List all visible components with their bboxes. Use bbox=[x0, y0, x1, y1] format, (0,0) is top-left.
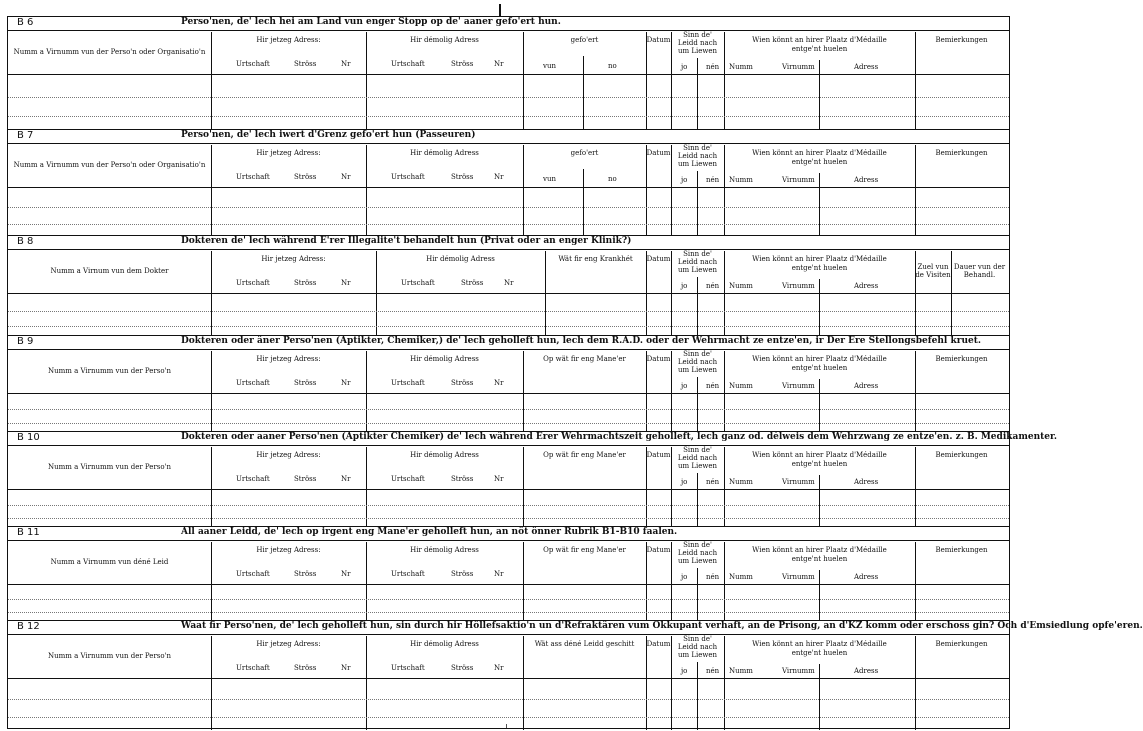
column-rule bbox=[819, 585, 820, 621]
header-rule bbox=[8, 187, 1009, 188]
entry-row-line bbox=[8, 409, 1009, 410]
medal-header-line: entge'nt huelen bbox=[791, 460, 848, 468]
nr-label: Nr bbox=[341, 664, 351, 672]
address-now-header: Hir jetzeg Adress: bbox=[256, 546, 321, 554]
entry-row-line bbox=[8, 97, 1009, 98]
to-label: no bbox=[608, 62, 617, 70]
section-table bbox=[8, 636, 1009, 730]
no-label: nén bbox=[706, 478, 720, 486]
column-rule bbox=[646, 447, 647, 527]
column-rule bbox=[646, 145, 647, 236]
medal-firstname-label: Virnumm bbox=[782, 63, 815, 71]
address-then-header: Hir démolig Adress bbox=[410, 355, 479, 363]
column-rule bbox=[697, 662, 698, 678]
column-rule bbox=[523, 447, 524, 527]
ortschaft-label: Urtschaft bbox=[236, 379, 270, 387]
nr-label: Nr bbox=[494, 570, 504, 578]
column-rule bbox=[915, 145, 916, 236]
stross-label: Ströss bbox=[451, 173, 474, 181]
header-rule bbox=[8, 74, 1009, 75]
ortschaft-label: Urtschaft bbox=[391, 60, 425, 68]
yes-label: jo bbox=[681, 478, 688, 486]
column-rule bbox=[915, 351, 916, 432]
medal-header-line: Wien könnt an hirer Plaatz d'Médaille bbox=[752, 355, 887, 363]
medal-name-label: Numm bbox=[729, 478, 753, 486]
section-header bbox=[8, 130, 1009, 144]
remarks-header: Bemierkungen bbox=[935, 36, 988, 44]
section-table bbox=[8, 447, 1009, 527]
column-rule bbox=[523, 145, 524, 236]
column-rule bbox=[697, 188, 698, 236]
medal-name-label: Numm bbox=[729, 63, 753, 71]
nr-label: Nr bbox=[341, 173, 351, 181]
ortschaft-label: Urtschaft bbox=[401, 279, 435, 287]
header-rule bbox=[8, 293, 1009, 294]
section-title: Dokteren de' lech während E'rer Illegalite't behandelt hun (Privat oder an enger Klinik?) bbox=[181, 236, 632, 246]
manner-header: Op wät fir eng Mane'er bbox=[543, 546, 626, 554]
address-then-header: Hir démolig Adress bbox=[410, 640, 479, 648]
medal-header-line: entge'nt huelen bbox=[791, 158, 848, 166]
column-rule bbox=[523, 351, 524, 432]
nr-label: Nr bbox=[341, 379, 351, 387]
address-now-header: Hir jetzeg Adress: bbox=[256, 36, 321, 44]
manner-header: Wät ass déné Leidd geschitt bbox=[534, 640, 635, 648]
column-rule bbox=[697, 75, 698, 130]
stross-label: Ströss bbox=[451, 60, 474, 68]
column-rule bbox=[697, 58, 698, 74]
column-rule bbox=[366, 351, 367, 432]
column-rule bbox=[819, 188, 820, 236]
no-label: nén bbox=[706, 382, 720, 390]
section-id: B 9 bbox=[17, 336, 34, 347]
column-rule bbox=[583, 56, 584, 74]
section-b8 bbox=[8, 236, 1009, 336]
column-rule bbox=[697, 171, 698, 187]
medal-address-label: Adress bbox=[854, 382, 879, 390]
column-rule bbox=[211, 636, 212, 730]
from-label: vun bbox=[543, 175, 556, 183]
ortschaft-label: Urtschaft bbox=[391, 173, 425, 181]
datum-header: Datum bbox=[646, 149, 671, 157]
column-rule bbox=[523, 636, 524, 730]
address-then-header: Hir démolig Adress bbox=[426, 255, 495, 263]
medal-name-label: Numm bbox=[729, 176, 753, 184]
section-header bbox=[8, 527, 1009, 541]
manner-header: Op wät fir eng Mane'er bbox=[543, 355, 626, 363]
remarks-header: Bemierkungen bbox=[935, 451, 988, 459]
section-b11 bbox=[8, 527, 1009, 621]
section-table bbox=[8, 251, 1009, 336]
alive-header-line: um Liewen bbox=[677, 462, 718, 470]
stross-label: Ströss bbox=[294, 379, 317, 387]
column-rule bbox=[697, 394, 698, 432]
nr-label: Nr bbox=[494, 475, 504, 483]
medal-header-line: Wien könnt an hirer Plaatz d'Médaille bbox=[752, 255, 887, 263]
section-b9 bbox=[8, 336, 1009, 432]
section-id: B 8 bbox=[17, 236, 34, 247]
visits-header: Zuel vun de Visiten bbox=[915, 263, 951, 279]
no-label: nén bbox=[706, 176, 720, 184]
nr-label: Nr bbox=[341, 570, 351, 578]
address-now-header: Hir jetzeg Adress: bbox=[256, 640, 321, 648]
name-column-header: Numm a Virnumm vun der Perso'n oder Organisatio'n bbox=[13, 48, 206, 56]
medal-address-label: Adress bbox=[854, 667, 879, 675]
to-label: no bbox=[608, 175, 617, 183]
datum-header: Datum bbox=[646, 451, 671, 459]
transport-header: gefo'ert bbox=[570, 149, 599, 157]
address-then-header: Hir démolig Adress bbox=[410, 36, 479, 44]
address-now-header: Hir jetzeg Adress: bbox=[256, 355, 321, 363]
entry-row-line bbox=[8, 326, 1009, 327]
name-column-header: Numm a Virnumm vun der Perso'n bbox=[47, 652, 172, 660]
stross-label: Ströss bbox=[451, 664, 474, 672]
nr-label: Nr bbox=[341, 279, 351, 287]
alive-header-line: um Liewen bbox=[677, 47, 718, 55]
alive-header-line: Leidd nach bbox=[677, 454, 718, 462]
alive-header-line: um Liewen bbox=[677, 266, 718, 274]
ortschaft-label: Urtschaft bbox=[236, 60, 270, 68]
yes-label: jo bbox=[681, 176, 688, 184]
no-label: nén bbox=[706, 282, 720, 290]
medal-firstname-label: Virnumm bbox=[782, 176, 815, 184]
entry-row-line bbox=[8, 612, 1009, 613]
entry-row-line bbox=[8, 699, 1009, 700]
from-label: vun bbox=[543, 62, 556, 70]
medal-header-line: entge'nt huelen bbox=[791, 555, 848, 563]
entry-row-line bbox=[8, 224, 1009, 225]
stross-label: Ströss bbox=[451, 379, 474, 387]
column-rule bbox=[646, 636, 647, 730]
stross-label: Ströss bbox=[294, 60, 317, 68]
ortschaft-label: Urtschaft bbox=[391, 379, 425, 387]
entry-row-line bbox=[8, 599, 1009, 600]
section-header bbox=[8, 236, 1009, 250]
section-title: Waat fir Perso'nen, de' lech geholleft hun, sin durch hir Höllefsaktio'n un d'Refraktären vum Okkupant verhaft, an de Prisong, an d'KZ komm oder erschoss gin? Och d'Emsiedlung opfe'eren. bbox=[181, 621, 1143, 631]
medal-name-label: Numm bbox=[729, 667, 753, 675]
column-rule bbox=[583, 188, 584, 236]
nr-label: Nr bbox=[341, 60, 351, 68]
ortschaft-label: Urtschaft bbox=[391, 475, 425, 483]
manner-header: Op wät fir eng Mane'er bbox=[543, 451, 626, 459]
section-title: Perso'nen, de' lech iwert d'Grenz gefo'ert hun (Passeuren) bbox=[181, 130, 476, 140]
alive-header-line: um Liewen bbox=[677, 160, 718, 168]
header-rule bbox=[8, 678, 1009, 679]
column-rule bbox=[646, 351, 647, 432]
section-b6 bbox=[8, 17, 1009, 130]
alive-header-line: Sinn de' bbox=[683, 250, 712, 258]
alive-header-line: Sinn de' bbox=[683, 350, 712, 358]
column-rule bbox=[211, 251, 212, 336]
medal-header-line: Wien könnt an hirer Plaatz d'Médaille bbox=[752, 640, 887, 648]
alive-header-line: Sinn de' bbox=[683, 31, 712, 39]
column-rule bbox=[366, 145, 367, 236]
nr-label: Nr bbox=[341, 475, 351, 483]
column-rule bbox=[697, 585, 698, 621]
top-crop-mark bbox=[499, 4, 501, 16]
address-then-header: Hir démolig Adress bbox=[410, 451, 479, 459]
column-rule bbox=[697, 679, 698, 730]
ortschaft-label: Urtschaft bbox=[236, 173, 270, 181]
stross-label: Ströss bbox=[294, 475, 317, 483]
column-rule bbox=[819, 294, 820, 336]
column-rule bbox=[211, 447, 212, 527]
medal-header-line: entge'nt huelen bbox=[791, 649, 848, 657]
stross-label: Ströss bbox=[461, 279, 484, 287]
nr-label: Nr bbox=[504, 279, 514, 287]
section-title: All aaner Leidd, de' lech op irgent eng Mane'er geholleft hun, an nöt önner Rubrik B1-B10 faalen. bbox=[181, 527, 678, 537]
medal-address-label: Adress bbox=[854, 573, 879, 581]
address-now-header: Hir jetzeg Adress: bbox=[256, 451, 321, 459]
address-then-header: Hir démolig Adress bbox=[410, 546, 479, 554]
yes-label: jo bbox=[681, 667, 688, 675]
nr-label: Nr bbox=[494, 60, 504, 68]
medal-firstname-label: Virnumm bbox=[782, 667, 815, 675]
address-now-header: Hir jetzeg Adress: bbox=[261, 255, 326, 263]
name-column-header: Numm a Virnumm vun déné Leid bbox=[50, 558, 169, 566]
medal-header-line: entge'nt huelen bbox=[791, 45, 848, 53]
no-label: nén bbox=[706, 667, 720, 675]
section-title: Dokteren oder äner Perso'nen (Aptikter, Chemiker,) de' lech geholleft hun, lech dem R.A.D. oder der Wehrmacht ze entze'en, ir Der Ere Stellongsbefehl kruet. bbox=[181, 336, 982, 346]
medal-address-label: Adress bbox=[854, 63, 879, 71]
no-label: nén bbox=[706, 573, 720, 581]
column-rule bbox=[366, 447, 367, 527]
entry-row-line bbox=[8, 518, 1009, 519]
datum-header: Datum bbox=[646, 640, 671, 648]
nr-label: Nr bbox=[494, 379, 504, 387]
column-rule bbox=[583, 169, 584, 187]
column-rule bbox=[366, 636, 367, 730]
section-id: B 7 bbox=[17, 130, 34, 141]
section-header bbox=[8, 621, 1143, 635]
entry-row-line bbox=[8, 717, 1009, 718]
remarks-header: Bemierkungen bbox=[935, 149, 988, 157]
medal-address-label: Adress bbox=[854, 282, 879, 290]
section-id: B 11 bbox=[17, 527, 40, 538]
column-rule bbox=[697, 490, 698, 527]
column-rule bbox=[819, 664, 820, 678]
medal-firstname-label: Virnumm bbox=[782, 282, 815, 290]
column-rule bbox=[819, 679, 820, 730]
column-rule bbox=[697, 294, 698, 336]
column-rule bbox=[819, 570, 820, 584]
section-table bbox=[8, 351, 1009, 432]
alive-header-line: um Liewen bbox=[677, 557, 718, 565]
alive-header-line: Sinn de' bbox=[683, 635, 712, 643]
alive-header-line: Sinn de' bbox=[683, 144, 712, 152]
medal-firstname-label: Virnumm bbox=[782, 382, 815, 390]
yes-label: jo bbox=[681, 382, 688, 390]
column-rule bbox=[819, 394, 820, 432]
column-rule bbox=[211, 145, 212, 236]
column-rule bbox=[915, 636, 916, 730]
medal-firstname-label: Virnumm bbox=[782, 573, 815, 581]
section-header bbox=[8, 17, 1009, 31]
nr-label: Nr bbox=[494, 173, 504, 181]
alive-header-line: Sinn de' bbox=[683, 446, 712, 454]
address-now-header: Hir jetzeg Adress: bbox=[256, 149, 321, 157]
alive-header-line: Leidd nach bbox=[677, 39, 718, 47]
column-rule bbox=[915, 447, 916, 527]
column-rule bbox=[545, 251, 546, 336]
remarks-header: Bemierkungen bbox=[935, 355, 988, 363]
section-table bbox=[8, 145, 1009, 236]
ortschaft-label: Urtschaft bbox=[236, 475, 270, 483]
section-b12 bbox=[8, 621, 1143, 730]
ortschaft-label: Urtschaft bbox=[391, 570, 425, 578]
column-rule bbox=[583, 75, 584, 130]
ortschaft-label: Urtschaft bbox=[236, 664, 270, 672]
name-column-header: Numm a Virnum vun dem Dokter bbox=[50, 267, 169, 275]
column-rule bbox=[211, 351, 212, 432]
section-table bbox=[8, 542, 1009, 621]
section-header bbox=[8, 336, 1009, 350]
stross-label: Ströss bbox=[451, 475, 474, 483]
header-rule bbox=[8, 393, 1009, 394]
section-header bbox=[8, 432, 1058, 446]
column-rule bbox=[819, 60, 820, 74]
ortschaft-label: Urtschaft bbox=[236, 570, 270, 578]
datum-header: Datum bbox=[646, 255, 671, 263]
column-rule bbox=[819, 75, 820, 130]
column-rule bbox=[724, 447, 725, 527]
column-rule bbox=[697, 277, 698, 293]
column-rule bbox=[819, 173, 820, 187]
column-rule bbox=[819, 279, 820, 293]
datum-header: Datum bbox=[646, 546, 671, 554]
medal-name-label: Numm bbox=[729, 282, 753, 290]
yes-label: jo bbox=[681, 63, 688, 71]
column-rule bbox=[697, 568, 698, 584]
ortschaft-label: Urtschaft bbox=[236, 279, 270, 287]
medal-firstname-label: Virnumm bbox=[782, 478, 815, 486]
medal-header-line: entge'nt huelen bbox=[791, 264, 848, 272]
entry-row-line bbox=[8, 505, 1009, 506]
nr-label: Nr bbox=[494, 664, 504, 672]
medal-header-line: Wien könnt an hirer Plaatz d'Médaille bbox=[752, 546, 887, 554]
section-title: Perso'nen, de' lech hei am Land vun enger Stopp op de' aaner gefo'ert hun. bbox=[181, 17, 561, 27]
name-column-header: Numm a Virnumm vun der Perso'n bbox=[47, 463, 172, 471]
alive-header-line: Leidd nach bbox=[677, 549, 718, 557]
column-rule bbox=[697, 377, 698, 393]
alive-header-line: um Liewen bbox=[677, 366, 718, 374]
name-column-header: Numm a Virnumm vun der Perso'n bbox=[47, 367, 172, 375]
ortschaft-label: Urtschaft bbox=[391, 664, 425, 672]
section-id: B 6 bbox=[17, 17, 34, 28]
column-rule bbox=[819, 475, 820, 489]
remarks-header: Bemierkungen bbox=[935, 640, 988, 648]
stross-label: Ströss bbox=[294, 570, 317, 578]
datum-header: Datum bbox=[646, 355, 671, 363]
datum-header: Datum bbox=[646, 36, 671, 44]
column-rule bbox=[819, 379, 820, 393]
duration-header: Dauer vun der Behandl. bbox=[953, 263, 1006, 279]
medal-name-label: Numm bbox=[729, 382, 753, 390]
yes-label: jo bbox=[681, 282, 688, 290]
entry-row-line bbox=[8, 423, 1009, 424]
remarks-header: Bemierkungen bbox=[935, 546, 988, 554]
header-rule bbox=[8, 489, 1009, 490]
stross-label: Ströss bbox=[294, 173, 317, 181]
section-b10 bbox=[8, 432, 1058, 527]
address-then-header: Hir démolig Adress bbox=[410, 149, 479, 157]
medal-header-line: Wien könnt an hirer Plaatz d'Médaille bbox=[752, 36, 887, 44]
medal-header-line: Wien könnt an hirer Plaatz d'Médaille bbox=[752, 149, 887, 157]
stross-label: Ströss bbox=[294, 664, 317, 672]
transport-header: gefo'ert bbox=[570, 36, 599, 44]
column-rule bbox=[697, 473, 698, 489]
no-label: nén bbox=[706, 63, 720, 71]
section-title: Dokteren oder aaner Perso'nen (Aptikter Chemiker) de' lech während Erer Wehrmachtszeit geholleft, lech ganz od. délweis dem Wehrzwang ze entze'en. z. B. Medikamenter. bbox=[181, 432, 1058, 442]
alive-header-line: Leidd nach bbox=[677, 643, 718, 651]
column-rule bbox=[646, 251, 647, 336]
alive-header-line: Leidd nach bbox=[677, 358, 718, 366]
medal-address-label: Adress bbox=[854, 478, 879, 486]
alive-header-line: um Liewen bbox=[677, 651, 718, 659]
form-sheet bbox=[7, 16, 1143, 729]
entry-row-line bbox=[8, 116, 1009, 117]
medal-header-line: Wien könnt an hirer Plaatz d'Médaille bbox=[752, 451, 887, 459]
stross-label: Ströss bbox=[294, 279, 317, 287]
column-rule bbox=[819, 490, 820, 527]
entry-row-line bbox=[8, 207, 1009, 208]
alive-header-line: Sinn de' bbox=[683, 541, 712, 549]
name-column-header: Numm a Virnumm vun der Perso'n oder Organisatio'n bbox=[13, 161, 206, 169]
section-b7 bbox=[8, 130, 1009, 236]
alive-header-line: Leidd nach bbox=[677, 258, 718, 266]
medal-name-label: Numm bbox=[729, 573, 753, 581]
medal-address-label: Adress bbox=[854, 176, 879, 184]
medal-header-line: entge'nt huelen bbox=[791, 364, 848, 372]
entry-row-line bbox=[8, 311, 1009, 312]
header-rule bbox=[8, 584, 1009, 585]
yes-label: jo bbox=[681, 573, 688, 581]
section-table bbox=[8, 32, 1009, 130]
section-id: B 12 bbox=[17, 621, 40, 632]
manner-header: Wät fir eng Krankhét bbox=[558, 255, 633, 263]
stross-label: Ströss bbox=[451, 570, 474, 578]
column-rule bbox=[376, 251, 377, 336]
alive-header-line: Leidd nach bbox=[677, 152, 718, 160]
section-id: B 10 bbox=[17, 432, 40, 443]
